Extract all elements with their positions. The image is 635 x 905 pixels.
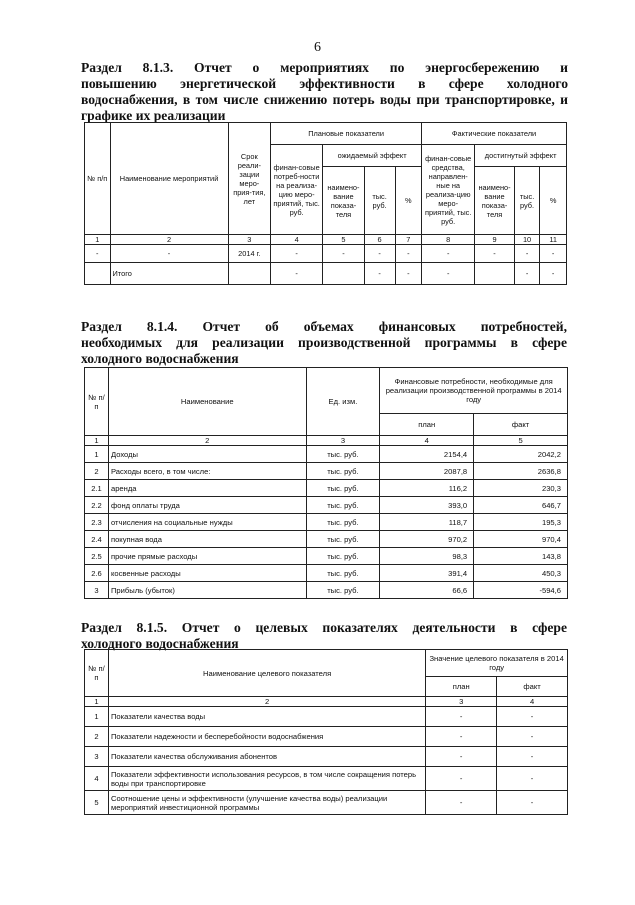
cell: - xyxy=(422,245,475,263)
row-fact: - xyxy=(497,747,568,767)
row-name: Показатели качества воды xyxy=(108,707,425,727)
row-fact: 646,7 xyxy=(474,497,568,514)
row-fact: 143,8 xyxy=(474,548,568,565)
header-num: № п/п xyxy=(85,368,109,436)
row-fact: - xyxy=(497,767,568,791)
col-number: 1 xyxy=(85,436,109,446)
table-row xyxy=(85,791,568,815)
cell: - xyxy=(271,263,323,285)
col-number: 3 xyxy=(306,436,380,446)
row-fact: 2636,8 xyxy=(474,463,568,480)
row-num: 4 xyxy=(85,767,109,791)
heading-line: Раздел 8.1.3. Отчет о мероприятиях по энергосбережению и xyxy=(81,60,568,75)
col-number: 4 xyxy=(271,235,323,245)
row-plan: 98,3 xyxy=(380,548,474,565)
header-num: № п/п xyxy=(85,123,111,235)
table-row xyxy=(85,747,568,767)
row-plan: 118,7 xyxy=(380,514,474,531)
heading-line: необходимых для реализации производственной программы в сфере xyxy=(81,335,567,350)
col-number: 10 xyxy=(514,235,540,245)
row-name: Показатели эффективности использования ресурсов, в том числе сокращения потерь воды при транспортировке xyxy=(108,767,425,791)
table-row xyxy=(85,531,568,548)
header-thousand-rub: тыс. руб. xyxy=(364,167,395,235)
cell: - xyxy=(395,245,422,263)
cell: - xyxy=(85,245,111,263)
row-num: 3 xyxy=(85,747,109,767)
heading-line: водоснабжения, в том числе снижению потерь воды при транспортировке, и xyxy=(81,92,568,107)
row-unit: тыс. руб. xyxy=(306,497,380,514)
table-row xyxy=(85,463,568,480)
header-expected: ожидаемый эффект xyxy=(323,145,422,167)
table-row xyxy=(85,565,568,582)
row-plan: - xyxy=(426,767,497,791)
row-plan: - xyxy=(426,747,497,767)
heading-line: графике их реализации xyxy=(81,108,226,123)
header-plan-fin: финан-совые потреб-ности на реализа-цию меро-приятий, тыс. руб. xyxy=(271,145,323,235)
row-fact: - xyxy=(497,707,568,727)
table-row xyxy=(85,582,568,599)
row-name: косвенные расходы xyxy=(108,565,306,582)
col-number: 4 xyxy=(497,697,568,707)
row-fact: 2042,2 xyxy=(474,446,568,463)
section-8-1-5-heading xyxy=(81,620,567,652)
row-fact: 230,3 xyxy=(474,480,568,497)
header-name: Наименование целевого показателя xyxy=(108,650,425,697)
row-unit: тыс. руб. xyxy=(306,582,380,599)
header-plan: план xyxy=(380,414,474,436)
row-unit: тыс. руб. xyxy=(306,531,380,548)
table-row xyxy=(85,446,568,463)
row-num: 1 xyxy=(85,446,109,463)
row-plan: 116,2 xyxy=(380,480,474,497)
header-term: Срок реали-зации меро-прия-тия, лет xyxy=(228,123,271,235)
header-actual: Фактические показатели xyxy=(422,123,567,145)
row-num: 2 xyxy=(85,727,109,747)
row-name: фонд оплаты труда xyxy=(108,497,306,514)
col-number: 3 xyxy=(228,235,271,245)
row-num: 2.1 xyxy=(85,480,109,497)
col-number: 9 xyxy=(475,235,515,245)
row-plan: - xyxy=(426,707,497,727)
header-achieved: достигнутый эффект xyxy=(475,145,567,167)
cell: 2014 г. xyxy=(228,245,271,263)
cell: - xyxy=(540,263,567,285)
row-name: Показатели надежности и бесперебойности водоснабжения xyxy=(108,727,425,747)
table-row xyxy=(85,548,568,565)
col-number: 2 xyxy=(108,697,425,707)
target-indicators-table xyxy=(84,649,568,815)
header-fin-needs: Финансовые потребности, необходимые для реализации производственной программы в 2014 году xyxy=(380,368,568,414)
total-row xyxy=(85,263,567,285)
cell: - xyxy=(271,245,323,263)
heading-line: холодного водоснабжения xyxy=(81,351,239,366)
row-num: 2.6 xyxy=(85,565,109,582)
col-number: 11 xyxy=(540,235,567,245)
col-number: 6 xyxy=(364,235,395,245)
row-plan: 393,0 xyxy=(380,497,474,514)
col-number: 5 xyxy=(323,235,364,245)
energy-saving-table xyxy=(84,122,567,285)
table-row xyxy=(85,767,568,791)
col-number: 2 xyxy=(108,436,306,446)
heading-line: Раздел 8.1.4. Отчет об объемах финансовых потребностей, xyxy=(81,319,567,334)
header-name: Наименование мероприятий xyxy=(110,123,228,235)
row-name: отчисления на социальные нужды xyxy=(108,514,306,531)
col-number: 1 xyxy=(85,697,109,707)
cell: - xyxy=(514,263,540,285)
row-num: 3 xyxy=(85,582,109,599)
table-row xyxy=(85,707,568,727)
cell: - xyxy=(422,263,475,285)
row-fact: -594,6 xyxy=(474,582,568,599)
row-name: Показатели качества обслуживания абонентов xyxy=(108,747,425,767)
cell: - xyxy=(364,263,395,285)
row-name: аренда xyxy=(108,480,306,497)
header-plan: план xyxy=(426,677,497,697)
row-fact: - xyxy=(497,791,568,815)
row-num: 2.4 xyxy=(85,531,109,548)
header-name: Наименование xyxy=(108,368,306,436)
header-percent: % xyxy=(395,167,422,235)
row-unit: тыс. руб. xyxy=(306,446,380,463)
row-num: 1 xyxy=(85,707,109,727)
row-fact: 450,3 xyxy=(474,565,568,582)
row-num: 2 xyxy=(85,463,109,480)
row-unit: тыс. руб. xyxy=(306,548,380,565)
cell: - xyxy=(540,245,567,263)
heading-line: повышению энергетической эффективности в сфере холодного xyxy=(81,76,568,91)
row-name: Доходы xyxy=(108,446,306,463)
row-num: 2.2 xyxy=(85,497,109,514)
header-planned: Плановые показатели xyxy=(271,123,422,145)
row-plan: 66,6 xyxy=(380,582,474,599)
header-indicator-name: наимено-вание показа-теля xyxy=(475,167,515,235)
cell: - xyxy=(110,245,228,263)
cell: - xyxy=(323,245,364,263)
row-name: Соотношение цены и эффективности (улучшение качества воды) реализации мероприятий инвестиционной программы xyxy=(108,791,425,815)
col-number: 8 xyxy=(422,235,475,245)
table-row xyxy=(85,727,568,747)
cell: - xyxy=(475,245,515,263)
col-number: 4 xyxy=(380,436,474,446)
page-number: 6 xyxy=(314,40,321,55)
row-plan: - xyxy=(426,791,497,815)
header-num: № п/п xyxy=(85,650,109,697)
table-row xyxy=(85,497,568,514)
row-unit: тыс. руб. xyxy=(306,463,380,480)
total-label: Итого xyxy=(110,263,228,285)
table-row xyxy=(85,480,568,497)
row-fact: - xyxy=(497,727,568,747)
row-plan: 2154,4 xyxy=(380,446,474,463)
section-8-1-3-heading xyxy=(81,60,568,124)
row-name: прочие прямые расходы xyxy=(108,548,306,565)
row-plan: - xyxy=(426,727,497,747)
table-row xyxy=(85,245,567,263)
header-fact: факт xyxy=(497,677,568,697)
col-number: 3 xyxy=(426,697,497,707)
header-actual-fin: финан-совые средства, направлен-ные на реализа-цию меро-приятий, тыс. руб. xyxy=(422,145,475,235)
row-fact: 195,3 xyxy=(474,514,568,531)
cell: - xyxy=(395,263,422,285)
row-num: 2.3 xyxy=(85,514,109,531)
header-fact: факт xyxy=(474,414,568,436)
header-indicator-name: наимено-вание показа-теля xyxy=(323,167,364,235)
header-value: Значение целевого показателя в 2014 году xyxy=(426,650,568,677)
col-number: 1 xyxy=(85,235,111,245)
row-fact: 970,4 xyxy=(474,531,568,548)
row-unit: тыс. руб. xyxy=(306,514,380,531)
row-num: 2.5 xyxy=(85,548,109,565)
heading-line: Раздел 8.1.5. Отчет о целевых показателях деятельности в сфере xyxy=(81,620,567,635)
section-8-1-4-heading xyxy=(81,319,567,367)
header-thousand-rub: тыс. руб. xyxy=(514,167,540,235)
col-number: 7 xyxy=(395,235,422,245)
col-number: 2 xyxy=(110,235,228,245)
financial-needs-table xyxy=(84,367,568,599)
row-name: покупная вода xyxy=(108,531,306,548)
table-row xyxy=(85,514,568,531)
cell: - xyxy=(364,245,395,263)
header-percent: % xyxy=(540,167,567,235)
row-name: Расходы всего, в том числе: xyxy=(108,463,306,480)
heading-line: холодного водоснабжения xyxy=(81,636,239,651)
cell: - xyxy=(514,245,540,263)
row-name: Прибыль (убыток) xyxy=(108,582,306,599)
row-plan: 391,4 xyxy=(380,565,474,582)
row-num: 5 xyxy=(85,791,109,815)
col-number: 5 xyxy=(474,436,568,446)
row-plan: 970,2 xyxy=(380,531,474,548)
header-unit: Ед. изм. xyxy=(306,368,380,436)
row-plan: 2087,8 xyxy=(380,463,474,480)
row-unit: тыс. руб. xyxy=(306,565,380,582)
row-unit: тыс. руб. xyxy=(306,480,380,497)
